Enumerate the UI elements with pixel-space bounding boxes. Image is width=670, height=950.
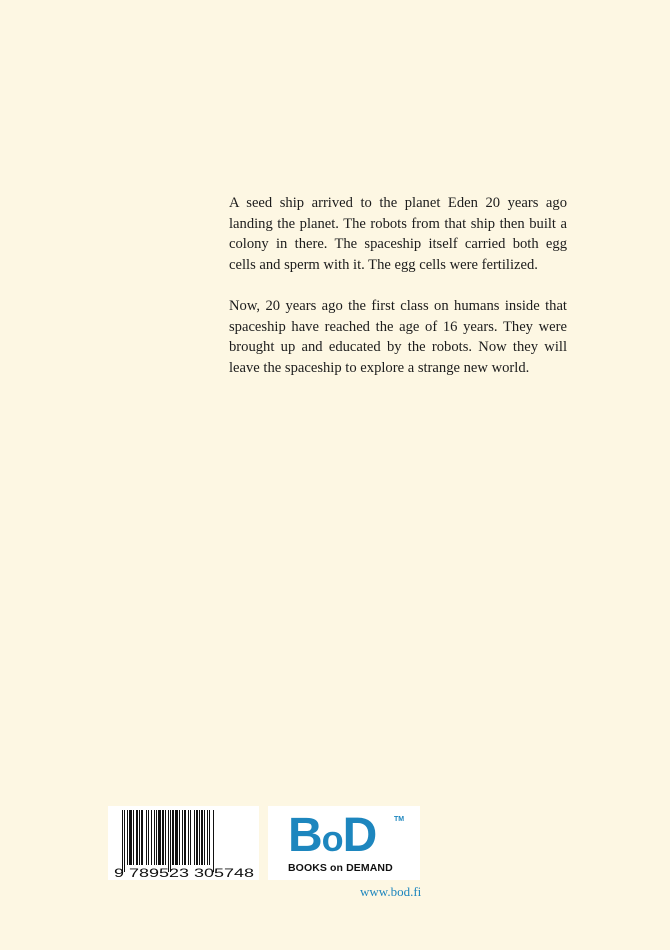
blurb-paragraph-2: Now, 20 years ago the first class on humans inside that spaceship have reached the age of 16 years. They were brought up and educated by the robots. Now they will leave the spaceship to explore a strange new world. xyxy=(229,297,567,376)
barcode-bars xyxy=(108,806,259,880)
blurb-paragraph-1: A seed ship arrived to the planet Eden 20 years ago landing the planet. The robots from that ship then built a colony in there. The spaceship itself carried both egg cells and sperm with it. The egg cells were fertilized. xyxy=(229,195,567,273)
trademark-mark: TM xyxy=(394,816,405,823)
bod-logo-text: BoD xyxy=(288,809,377,862)
publisher-website-link[interactable]: www.bod.fi xyxy=(360,884,422,899)
barcode-digits: 9 789523 305748 xyxy=(114,868,254,880)
publisher-logo xyxy=(268,806,420,880)
publisher-tagline: BOOKS on DEMAND xyxy=(288,862,393,874)
back-cover-blurb xyxy=(229,193,567,399)
isbn-barcode xyxy=(108,806,259,880)
